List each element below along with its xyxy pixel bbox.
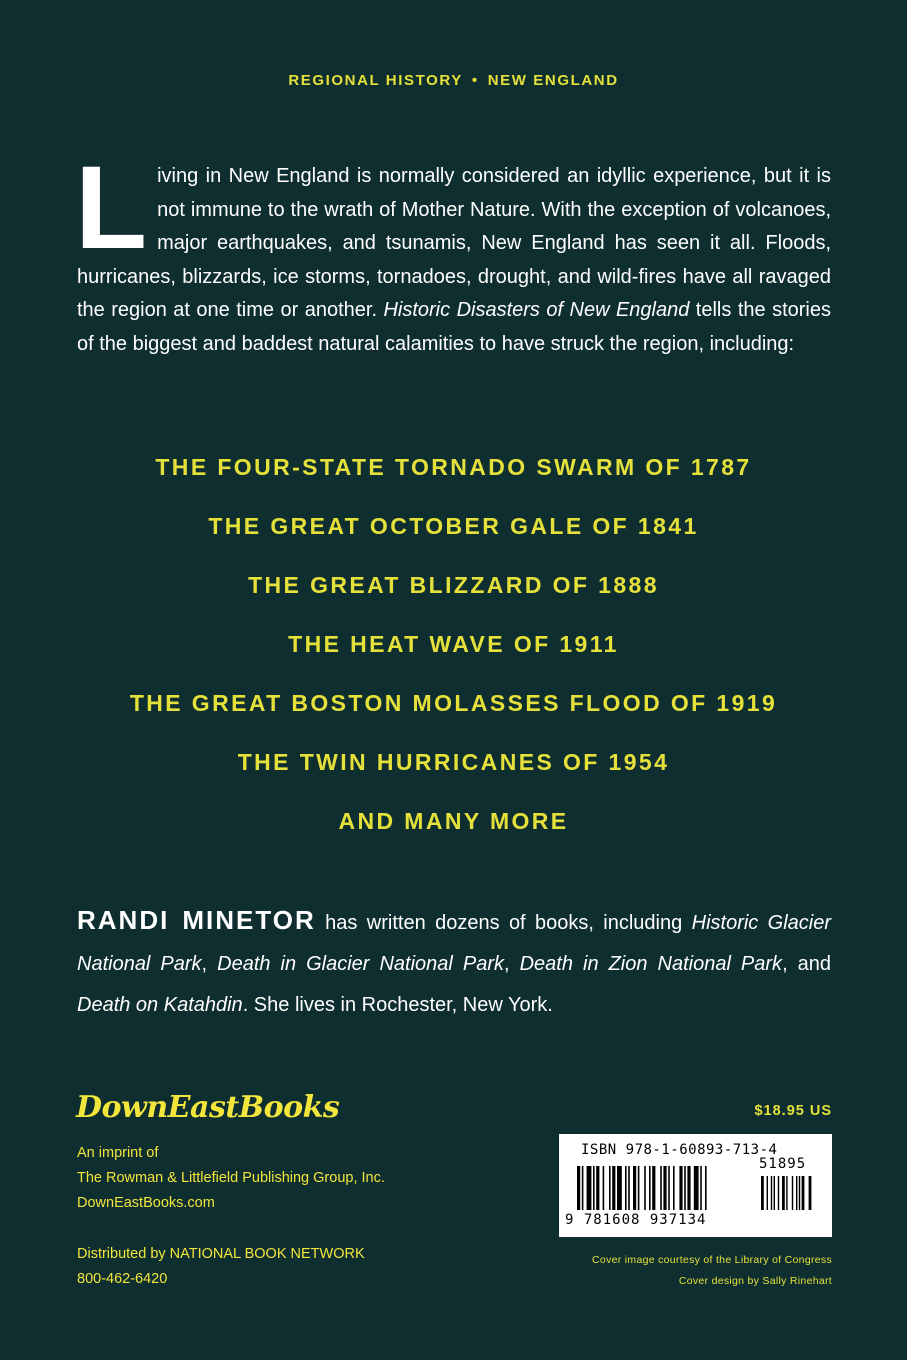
- barcode-addon-bar: [802, 1176, 805, 1210]
- barcode-bar: [609, 1166, 611, 1210]
- barcode-addon-bar: [782, 1176, 785, 1210]
- barcode-bar: [660, 1166, 662, 1210]
- barcode-bar: [625, 1166, 627, 1210]
- disaster-item: THE HEAT WAVE OF 1911: [288, 631, 619, 657]
- credits: [592, 1250, 832, 1292]
- barcode-bar: [700, 1166, 702, 1210]
- barcode-addon-bar: [799, 1176, 800, 1210]
- barcode-bar: [593, 1166, 595, 1210]
- phone-number: 800-462-6420: [77, 1271, 168, 1287]
- barcode-bar: [673, 1166, 675, 1210]
- distributor: Distributed by NATIONAL BOOK NETWORK: [77, 1246, 365, 1262]
- barcode-bar: [668, 1166, 670, 1210]
- barcode-addon-bar: [796, 1176, 797, 1210]
- barcode-digits: 9 781608 937134: [565, 1212, 707, 1228]
- barcode-bar: [612, 1166, 615, 1210]
- barcode-addon-bar: [792, 1176, 793, 1210]
- barcode-bars: [571, 1166, 821, 1212]
- barcode-bar: [577, 1166, 580, 1210]
- barcode: [559, 1134, 832, 1237]
- disaster-item: THE GREAT OCTOBER GALE OF 1841: [208, 513, 699, 539]
- bio-text: ,: [504, 953, 520, 975]
- bio-book-title: Death in Zion National Park: [519, 953, 783, 975]
- disaster-item: THE GREAT BOSTON MOLASSES FLOOD OF 1919: [129, 690, 778, 716]
- barcode-bar: [684, 1166, 686, 1210]
- image-credit: Cover image courtesy of the Library of Congress: [592, 1254, 832, 1266]
- barcode-bar: [694, 1166, 699, 1210]
- barcode-bar: [587, 1166, 592, 1210]
- barcode-addon-bar: [767, 1176, 768, 1210]
- bio-text: , and: [782, 953, 832, 975]
- parent-publisher: The Rowman & Littlefield Publishing Group, Inc.: [77, 1170, 385, 1186]
- barcode-bar: [687, 1166, 690, 1210]
- intro-text-2: tells the stories of the biggest and baddest natural calamities to have struck the region, including:: [77, 299, 831, 355]
- barcode-bar: [705, 1166, 707, 1210]
- imprint-line: An imprint of: [77, 1145, 159, 1161]
- barcode-bar: [638, 1166, 640, 1210]
- bio-book-title: Death in Glacier National Park: [217, 953, 505, 975]
- barcode-bar: [603, 1166, 605, 1210]
- barcode-bar: [596, 1166, 599, 1210]
- intro-paragraph: [75, 142, 831, 361]
- intro-text-1: iving in New England is normally considered an idyllic experience, but it is not immune to the wrath of Mother Nature. With the exception of volcanoes, major earthquakes, and tsunamis, New England has seen it all. Floods, hurricanes, blizzards, ice storms, tornadoes, drought, and wild-fires have all ravaged the region at one time or another.: [77, 165, 831, 321]
- barcode-addon-bar: [809, 1176, 812, 1210]
- barcode-bar: [617, 1166, 622, 1210]
- disaster-list: [0, 448, 907, 861]
- barcode-bar: [652, 1166, 655, 1210]
- publisher-logo: DownEastBooks: [76, 1090, 340, 1125]
- bio-book-title: Death on Katahdin: [77, 994, 243, 1016]
- category-regional-history: REGIONAL HISTORY: [288, 72, 463, 89]
- barcode-bar: [582, 1166, 584, 1210]
- barcode-bar: [649, 1166, 651, 1210]
- barcode-bar: [679, 1166, 682, 1210]
- bio-text: ,: [201, 953, 218, 975]
- barcode-addon-bar: [786, 1176, 787, 1210]
- category-separator: •: [471, 72, 479, 89]
- disaster-item: THE FOUR-STATE TORNADO SWARM OF 1787: [155, 454, 752, 480]
- disaster-item: THE GREAT BLIZZARD OF 1888: [248, 572, 659, 598]
- design-credit: Cover design by Sally Rinehart: [678, 1275, 832, 1287]
- barcode-addon-digits: 51895: [759, 1156, 807, 1172]
- bio-book-title: Historic Glacier National Park: [77, 912, 832, 975]
- category-new-england: NEW ENGLAND: [487, 72, 619, 89]
- disaster-item: AND MANY MORE: [338, 808, 569, 834]
- bio-text: has written dozens of books, including: [315, 912, 692, 934]
- author-name: RANDI MINETOR: [77, 905, 316, 935]
- imprint-block: [77, 1141, 385, 1216]
- barcode-addon-bar: [761, 1176, 764, 1210]
- barcode-bar: [633, 1166, 636, 1210]
- price: $18.95 US: [754, 1103, 832, 1119]
- barcode-addon-bar: [778, 1176, 779, 1210]
- disaster-item: THE TWIN HURRICANES OF 1954: [237, 749, 670, 775]
- intro-book-title: Historic Disasters of New England: [383, 299, 690, 321]
- author-bio: [77, 900, 831, 1026]
- barcode-addon-bar: [774, 1176, 775, 1210]
- isbn-text: ISBN 978-1-60893-713-4: [581, 1142, 778, 1158]
- category-line: [0, 72, 907, 89]
- barcode-bar: [628, 1166, 630, 1210]
- bio-text: . She lives in Rochester, New York.: [242, 994, 553, 1016]
- publisher-website[interactable]: DownEastBooks.com: [77, 1195, 215, 1211]
- barcode-bar: [663, 1166, 666, 1210]
- dropcap: L: [75, 142, 148, 274]
- barcode-addon-bar: [771, 1176, 772, 1210]
- barcode-bar: [644, 1166, 646, 1210]
- distribution-block: [77, 1242, 365, 1292]
